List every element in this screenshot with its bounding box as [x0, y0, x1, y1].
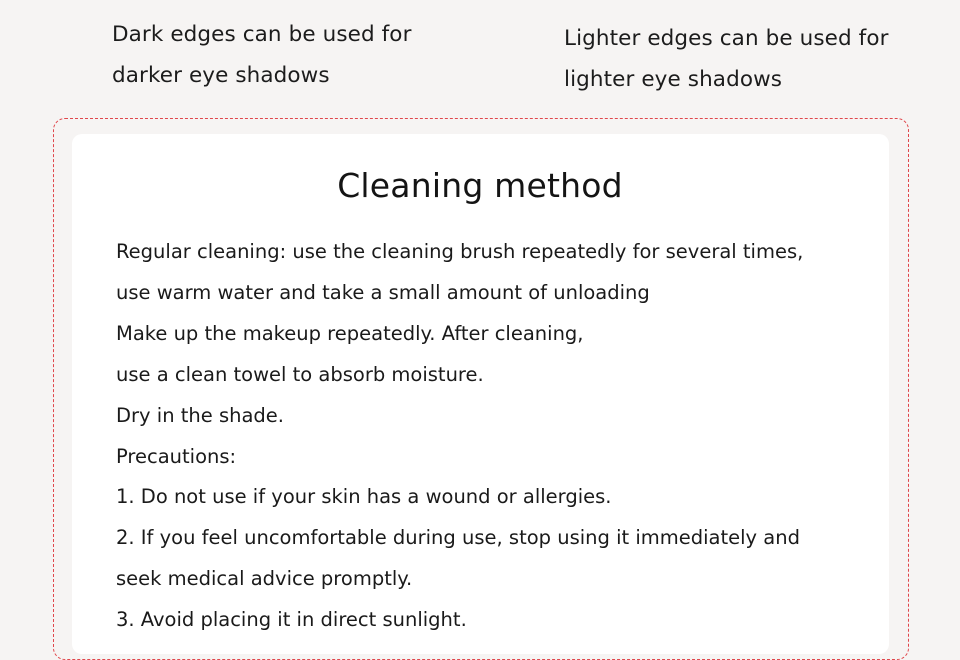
precautions-heading: Precautions:	[116, 444, 237, 468]
instruction-line: use warm water and take a small amount of unloading	[116, 280, 650, 304]
precaution-item: 2. If you feel uncomfortable during use, stop using it immediately and	[116, 526, 800, 550]
dark-edges-note-line-1: Dark edges can be used for	[112, 22, 412, 47]
precaution-item-continued: seek medical advice promptly.	[116, 567, 413, 591]
instruction-line: use a clean towel to absorb moisture.	[116, 362, 484, 386]
instruction-line: Make up the makeup repeatedly. After cleaning,	[116, 321, 584, 345]
instruction-line: Dry in the shade.	[116, 403, 284, 427]
precaution-item: 1. Do not use if your skin has a wound or allergies.	[116, 485, 612, 509]
light-edges-note-line-1: Lighter edges can be used for	[564, 26, 889, 51]
instruction-line: Regular cleaning: use the cleaning brush repeatedly for several times,	[116, 240, 804, 263]
light-edges-note-line-2: lighter eye shadows	[564, 67, 783, 92]
dark-edges-note-line-2: darker eye shadows	[112, 63, 330, 88]
light-edges-note	[564, 18, 889, 100]
precaution-item: 3. Avoid placing it in direct sunlight.	[116, 608, 467, 632]
dark-edges-note	[112, 14, 412, 96]
cleaning-instructions	[116, 232, 803, 641]
card-title: Cleaning method	[337, 166, 623, 205]
